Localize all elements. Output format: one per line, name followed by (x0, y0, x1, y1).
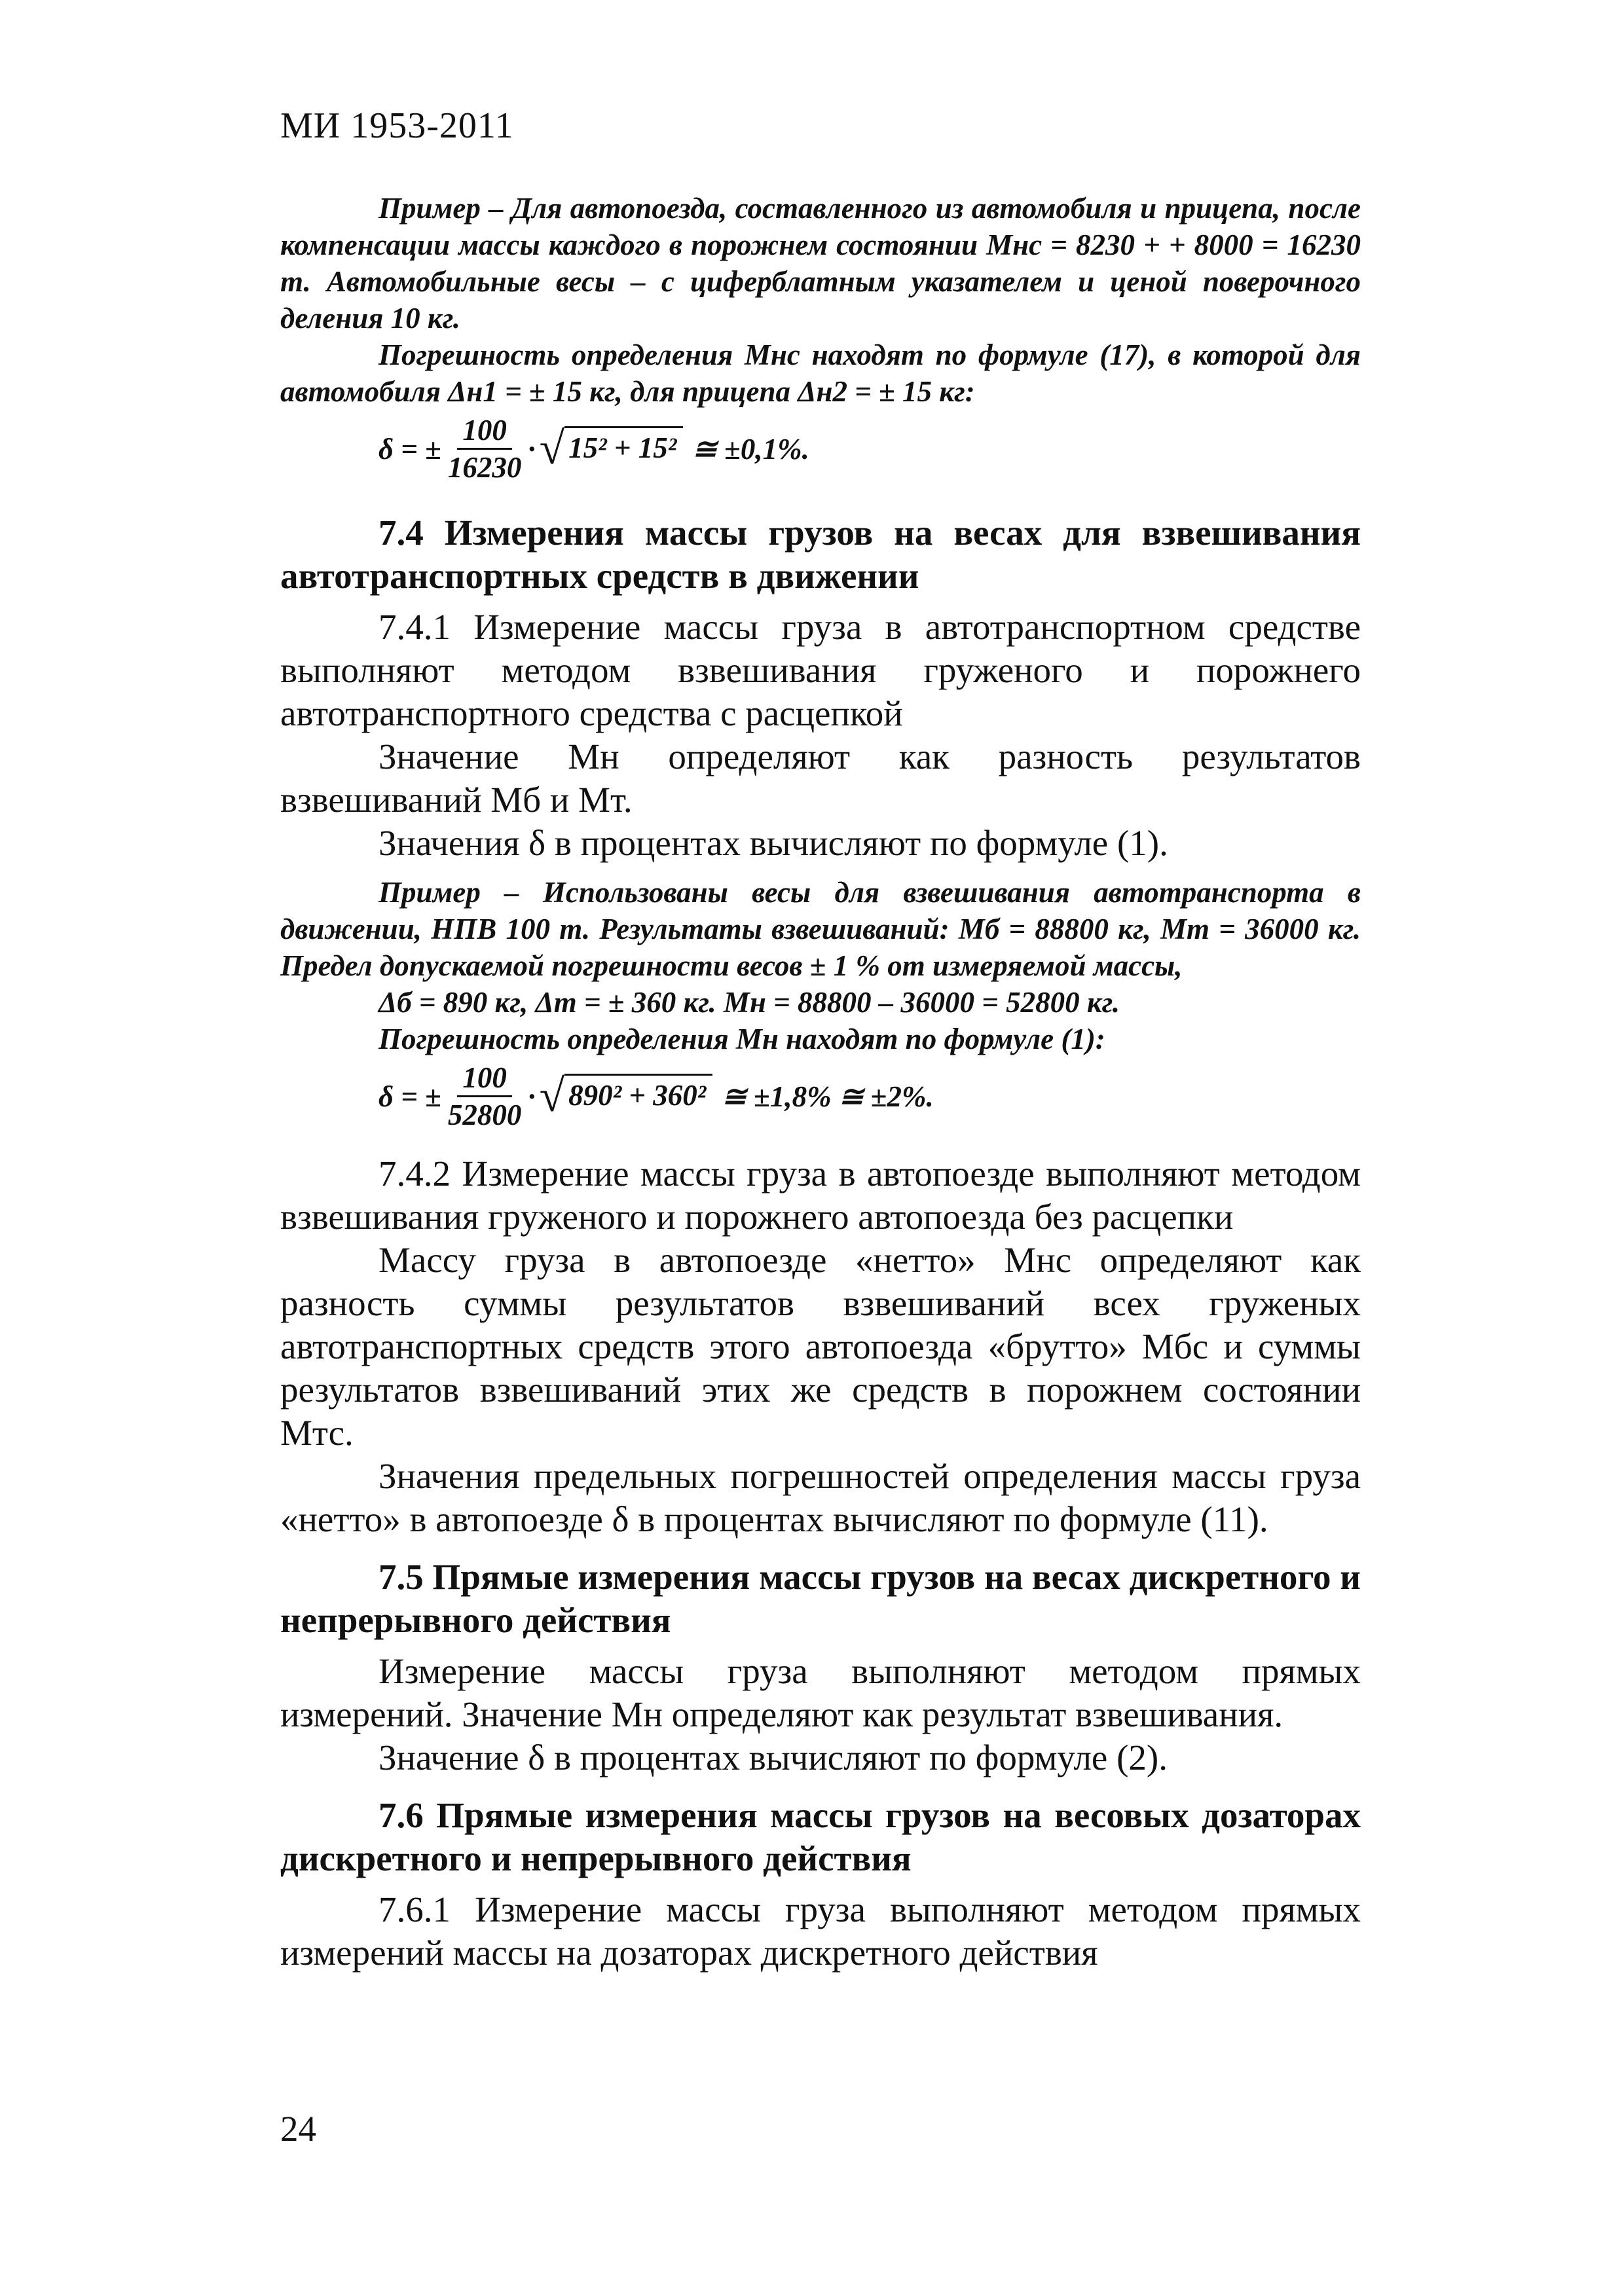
paragraph: Значение δ в процентах вычисляют по формуле (2). (378, 1738, 1168, 1777)
formula-fraction (448, 1060, 522, 1133)
section-heading-7-6: 7.6 Прямые измерения массы грузов на весовых дозаторах дискретного и непрерывного действия (280, 1795, 1361, 1878)
sqrt-radicand: 15² + 15² (564, 426, 683, 472)
fraction-denominator: 16230 (447, 451, 522, 484)
paragraph: Массу груза в автопоезде «нетто» Мнс определяют как разность суммы результатов взвешиваний всех груженых автотранспортных средств этого автопоезда «брутто» Мбс и суммы результатов взвешиваний этих же средств в порожнем состоянии Мтс. (280, 1240, 1361, 1453)
sqrt-sign: √ (539, 423, 565, 474)
example-paragraph: Пример – Для автопоезда, составленного из автомобиля и прицепа, после компенсации массы каждого в порожнем состоянии Мнс = 8230 + + 8000 = 16230 т. Автомобильные весы – с циферблатным указателем и ценой поверочного деления 10 кг. (280, 192, 1361, 335)
fraction-numerator: 100 (457, 1060, 512, 1097)
formula-sqrt (539, 423, 684, 474)
section-heading-7-5: 7.5 Прямые измерения массы грузов на весах дискретного и непрерывного действия (280, 1557, 1361, 1640)
example-line: Погрешность определения Мн находят по формуле (1): (378, 1023, 1105, 1055)
formula-delta-1 (378, 412, 1361, 485)
formula-fraction (448, 412, 522, 485)
formula-result: ≅ ±0,1%. (692, 433, 809, 465)
formula-sqrt (539, 1070, 713, 1121)
paragraph: 7.6.1 Измерение массы груза выполняют методом прямых измерений массы на дозаторах дискретного действия (280, 1889, 1361, 1973)
sqrt-radicand: 890² + 360² (564, 1074, 712, 1120)
paragraph: 7.4.2 Измерение массы груза в автопоезде выполняют методом взвешивания груженого и порожнего автопоезда без расцепки (280, 1154, 1361, 1237)
section-heading-7-4: 7.4 Измерения массы грузов на весах для взвешивания автотранспортных средств в движении (280, 513, 1361, 596)
page-content (280, 190, 1361, 1975)
paragraph: 7.4.1 Измерение массы груза в автотранспортном средстве выполняют методом взвешивания груженого и порожнего автотранспортного средства с расцепкой (280, 607, 1361, 733)
paragraph: Значения δ в процентах вычисляют по формуле (1). (378, 823, 1168, 863)
fraction-numerator: 100 (457, 412, 512, 450)
formula-multiply: · (528, 1080, 536, 1113)
paragraph: Измерение массы груза выполняют методом прямых измерений. Значение Мн определяют как результат взвешивания. (280, 1651, 1361, 1734)
example-paragraph: Пример – Использованы весы для взвешивания автотранспорта в движении, НПВ 100 т. Результаты взвешиваний: Мб = 88800 кг, Мт = 36000 кг. Предел допускаемой погрешности весов ± 1 % от измеряемой массы, (280, 876, 1361, 982)
example-paragraph: Погрешность определения Мнс находят по формуле (17), в которой для автомобиля Δн1 = ± 15 кг, для прицепа Δн2 = ± 15 кг: (280, 338, 1361, 408)
formula-result: ≅ ±1,8% ≅ ±2%. (722, 1080, 934, 1113)
formula-delta-2 (378, 1060, 1361, 1133)
sqrt-sign: √ (539, 1070, 565, 1121)
fraction-denominator: 52800 (447, 1099, 522, 1131)
formula-multiply: · (528, 432, 536, 465)
page-number: 24 (280, 2109, 316, 2149)
paragraph: Значение Мн определяют как разность результатов взвешиваний Мб и Мт. (280, 737, 1361, 820)
formula-lhs: δ = ± (378, 432, 441, 465)
paragraph: Значения предельных погрешностей определения массы груза «нетто» в автопоезде δ в процентах вычисляют по формуле (11). (280, 1456, 1361, 1539)
formula-lhs: δ = ± (378, 1080, 441, 1113)
document-code: МИ 1953-2011 (280, 105, 514, 146)
example-line: Δб = 890 кг, Δт = ± 360 кг. Мн = 88800 – 36000 = 52800 кг. (378, 986, 1120, 1019)
